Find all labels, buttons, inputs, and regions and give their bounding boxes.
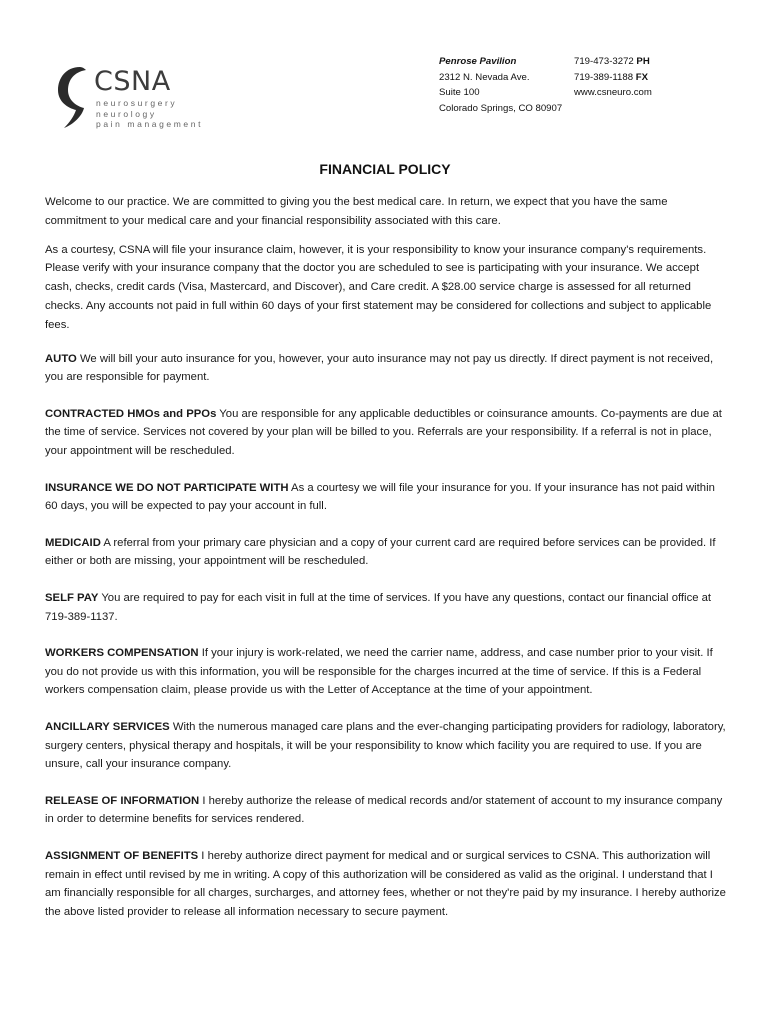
- section-text: You are required to pay for each visit in full at the time of services. If you have any questions, contact our financial office at 719-389-1137.: [45, 591, 712, 623]
- policy-section-contracted: [45, 405, 727, 461]
- section-text: As a courtesy we will file your insurance for you. If your insurance has not paid within 60 days, you will be expected to pay your account in full.: [45, 481, 715, 513]
- logo-specialties: [96, 98, 203, 130]
- section-heading: AUTO: [45, 352, 77, 365]
- section-heading: WORKERS COMPENSATION: [45, 646, 199, 659]
- policy-section-ancillary: [45, 718, 727, 774]
- policy-section-release: [45, 792, 727, 830]
- street-address: 2312 N. Nevada Ave.: [439, 71, 530, 83]
- section-heading: SELF PAY: [45, 591, 99, 604]
- section-heading: CONTRACTED HMOs and PPOs: [45, 407, 217, 420]
- section-text: With the numerous managed care plans and the ever-changing participating providers for radiology, laboratory, surgery centers, physical therapy and hospitals, it will be your responsibility to know which facility you are required to use. If you are unsure, call your insurance company.: [45, 720, 726, 771]
- section-text: You are responsible for any applicable deductibles or coinsurance amounts. Co-payments are due at the time of service. Services not covered by your plan will be billed to you. Referrals are your responsibility. If a referral is not in place, your appointment will be rescheduled.: [45, 407, 722, 458]
- policy-body: [45, 193, 727, 939]
- location-name: Penrose Pavilion: [439, 56, 517, 67]
- policy-section-auto: [45, 350, 727, 388]
- logo-line: pain management: [96, 119, 204, 129]
- section-text: A referral from your primary care physician and a copy of your current card are required before services can be provided. If either or both are missing, your appointment will be rescheduled.: [45, 536, 716, 568]
- contact-info: [574, 54, 652, 101]
- page-title: FINANCIAL POLICY: [319, 161, 451, 177]
- logo-line: neurology: [96, 108, 157, 119]
- policy-section-medicaid: [45, 534, 727, 572]
- website: www.csneuro.com: [574, 87, 652, 98]
- policy-section-self-pay: [45, 589, 727, 627]
- section-heading: INSURANCE WE DO NOT PARTICIPATE WITH: [45, 481, 289, 494]
- csna-logo-mark-icon: [56, 64, 96, 134]
- intro-paragraph: Welcome to our practice. We are committed to giving you the best medical care. In return, we expect that you have the same commitment to your medical care and your financial responsibility associated with this care.: [45, 196, 668, 227]
- section-text: I hereby authorize the release of medical records and/or statement of account to my insurance company in order to determine benefits for services rendered.: [45, 794, 723, 826]
- policy-section-nonparticipating: [45, 479, 727, 517]
- phone-line: [574, 54, 652, 70]
- logo-line: neurosurgery: [96, 98, 178, 108]
- csna-logo: [56, 64, 206, 134]
- section-heading: ANCILLARY SERVICES: [45, 720, 170, 733]
- fax-number: 719-389-1188: [574, 71, 634, 83]
- section-text: If your injury is work-related, we need the carrier name, address, and case number prior to your visit. If you do not provide us with this information, you will be responsible for the charges incurred at the time of service. If this is a Federal workers compensation claim, please provide us with the Letter of Acceptance at the time of your appointment.: [45, 646, 713, 697]
- section-heading: ASSIGNMENT OF BENEFITS: [45, 849, 199, 862]
- policy-section-assignment: [45, 847, 727, 922]
- suite: Suite 100: [439, 87, 480, 98]
- policy-section-workers-comp: [45, 644, 727, 700]
- fax-tag: FX: [635, 71, 648, 83]
- city-state-zip: Colorado Springs, CO 80907: [439, 102, 563, 114]
- section-heading: RELEASE OF INFORMATION: [45, 794, 200, 807]
- section-text: We will bill your auto insurance for you, however, your auto insurance may not pay us directly. If direct payment is not received, you are responsible for payment.: [45, 352, 714, 384]
- intro-paragraph: As a courtesy, CSNA will file your insurance claim, however, it is your responsibility to know your insurance company's requirements. Please verify with your insurance company that the doctor you are scheduled to see is participating with your insurance. We accept cash, checks, credit cards (Visa, Mastercard, and Discover), and Care credit. A $28.00 service charge is assessed for all returned checks. Any accounts not paid in full within 60 days of your first statement may be considered for collections and subject to applicable fees.: [45, 243, 712, 331]
- section-heading: MEDICAID: [45, 536, 101, 549]
- practice-address: [439, 54, 562, 116]
- section-text: I hereby authorize direct payment for medical and or surgical services to CSNA. This authorization will remain in effect until revised by me in writing. A copy of this authorization will be considered as valid as the original. I understand that I am financially responsible for all charges, surcharges, and attorney fees, whether or not they're paid by my insurance. I hereby authorize the above listed provider to release all information necessary to secure payment.: [45, 849, 726, 919]
- phone-tag: PH: [636, 56, 650, 67]
- phone-number: 719-473-3272: [574, 56, 634, 67]
- logo-name: CSNA: [94, 66, 171, 97]
- fax-line: [574, 70, 652, 86]
